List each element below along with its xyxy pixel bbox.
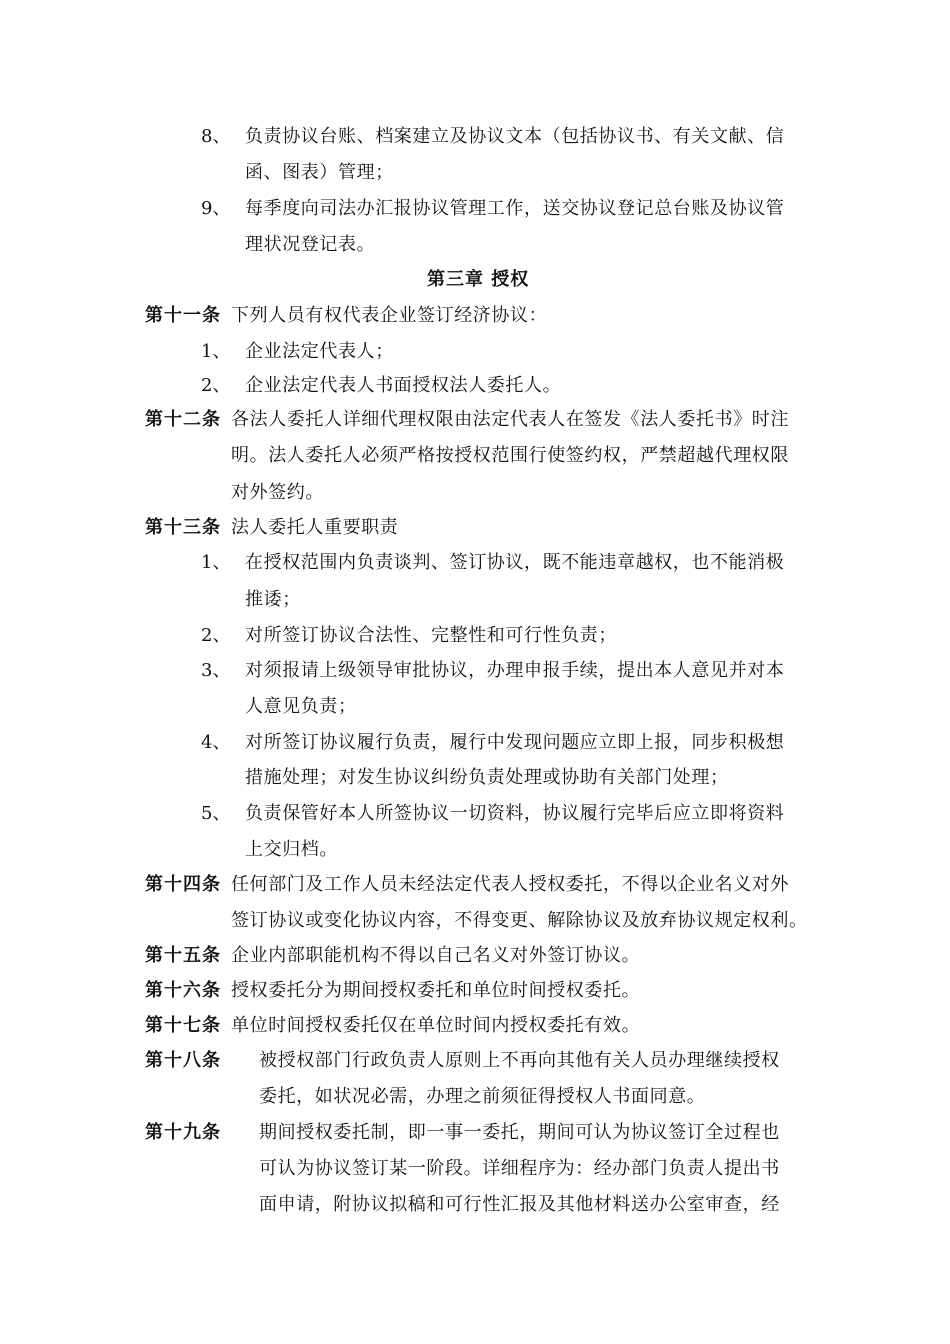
list-item-number: 9、 [201, 198, 231, 219]
article-label: 第十七条 [145, 1015, 221, 1036]
article-text: 面申请，附协议拟稿和可行性汇报及其他材料送办公室审查，经 [259, 1194, 780, 1215]
list-item-text: 推诿； [245, 589, 301, 610]
article-label: 第十一条 [145, 305, 221, 326]
list-item-text: 负责保管好本人所签协议一切资料，协议履行完毕后应立即将资料 [245, 803, 785, 824]
article-label: 第十四条 [145, 874, 221, 895]
list-item-text: 人意见负责； [245, 696, 357, 717]
article-label: 第十五条 [145, 945, 221, 966]
list-item-text: 措施处理；对发生协议纠纷负责处理或协助有关部门处理； [245, 767, 729, 788]
list-item-text: 对所签订协议履行负责，履行中发现问题应立即上报，同步积极想 [245, 732, 785, 753]
list-item-number: 3、 [201, 660, 231, 681]
article-text: 授权委托分为期间授权委托和单位时间授权委托。 [231, 980, 641, 1001]
article-text: 法人委托人重要职责 [231, 517, 399, 538]
list-item-text: 对所签订协议合法性、完整性和可行性负责； [245, 625, 617, 646]
list-item-number: 2、 [201, 625, 231, 646]
article-text: 期间授权委托制，即一事一委托，期间可认为协议签订全过程也 [259, 1122, 780, 1143]
list-item-text: 企业法定代表人； [245, 341, 394, 362]
article-label: 第十二条 [145, 409, 221, 430]
article-text: 下列人员有权代表企业签订经济协议： [231, 305, 548, 326]
article-text: 明。法人委托人必须严格按授权范围行使签约权，严禁超越代理权限 [231, 445, 789, 466]
list-item-text: 函、图表）管理； [245, 162, 394, 183]
list-item-text: 对须报请上级领导审批协议，办理申报手续，提出本人意见并对本 [245, 660, 785, 681]
article-text: 各法人委托人详细代理权限由法定代表人在签发《法人委托书》时注 [231, 409, 789, 430]
chapter-title: 第三章 授权 [427, 269, 530, 290]
article-label: 第十三条 [145, 517, 221, 538]
article-text: 单位时间授权委托仅在单位时间内授权委托有效。 [231, 1015, 641, 1036]
list-item-text: 企业法定代表人书面授权法人委托人。 [245, 375, 562, 396]
article-text: 任何部门及工作人员未经法定代表人授权委托，不得以企业名义对外 [231, 874, 789, 895]
list-item-text: 理状况登记表。 [245, 234, 376, 255]
list-item-text: 上交归档。 [245, 839, 338, 860]
list-item-number: 4、 [201, 732, 231, 753]
article-label: 第十八条 [145, 1050, 221, 1071]
article-label: 第十六条 [145, 980, 221, 1001]
article-text: 被授权部门行政负责人原则上不再向其他有关人员办理继续授权 [259, 1050, 780, 1071]
article-text: 可认为协议签订某一阶段。详细程序为：经办部门负责人提出书 [259, 1158, 780, 1179]
article-text: 签订协议或变化协议内容，不得变更、解除协议及放弃协议规定权利。 [231, 910, 808, 931]
article-text: 委托，如状况必需，办理之前须征得授权人书面同意。 [259, 1086, 706, 1107]
list-item-text: 每季度向司法办汇报协议管理工作，送交协议登记总台账及协议管 [245, 198, 785, 219]
article-text: 对外签约。 [231, 482, 324, 503]
list-item-number: 1、 [201, 552, 231, 573]
list-item-number: 2、 [201, 375, 231, 396]
list-item-number: 1、 [201, 341, 231, 362]
list-item-text: 在授权范围内负责谈判、签订协议，既不能违章越权，也不能消极 [245, 552, 785, 573]
article-text: 企业内部职能机构不得以自己名义对外签订协议。 [231, 945, 641, 966]
article-label: 第十九条 [145, 1122, 221, 1143]
list-item-text: 负责协议台账、档案建立及协议文本（包括协议书、有关文献、信 [245, 126, 785, 147]
list-item-number: 5、 [201, 803, 231, 824]
list-item-number: 8、 [201, 126, 231, 147]
